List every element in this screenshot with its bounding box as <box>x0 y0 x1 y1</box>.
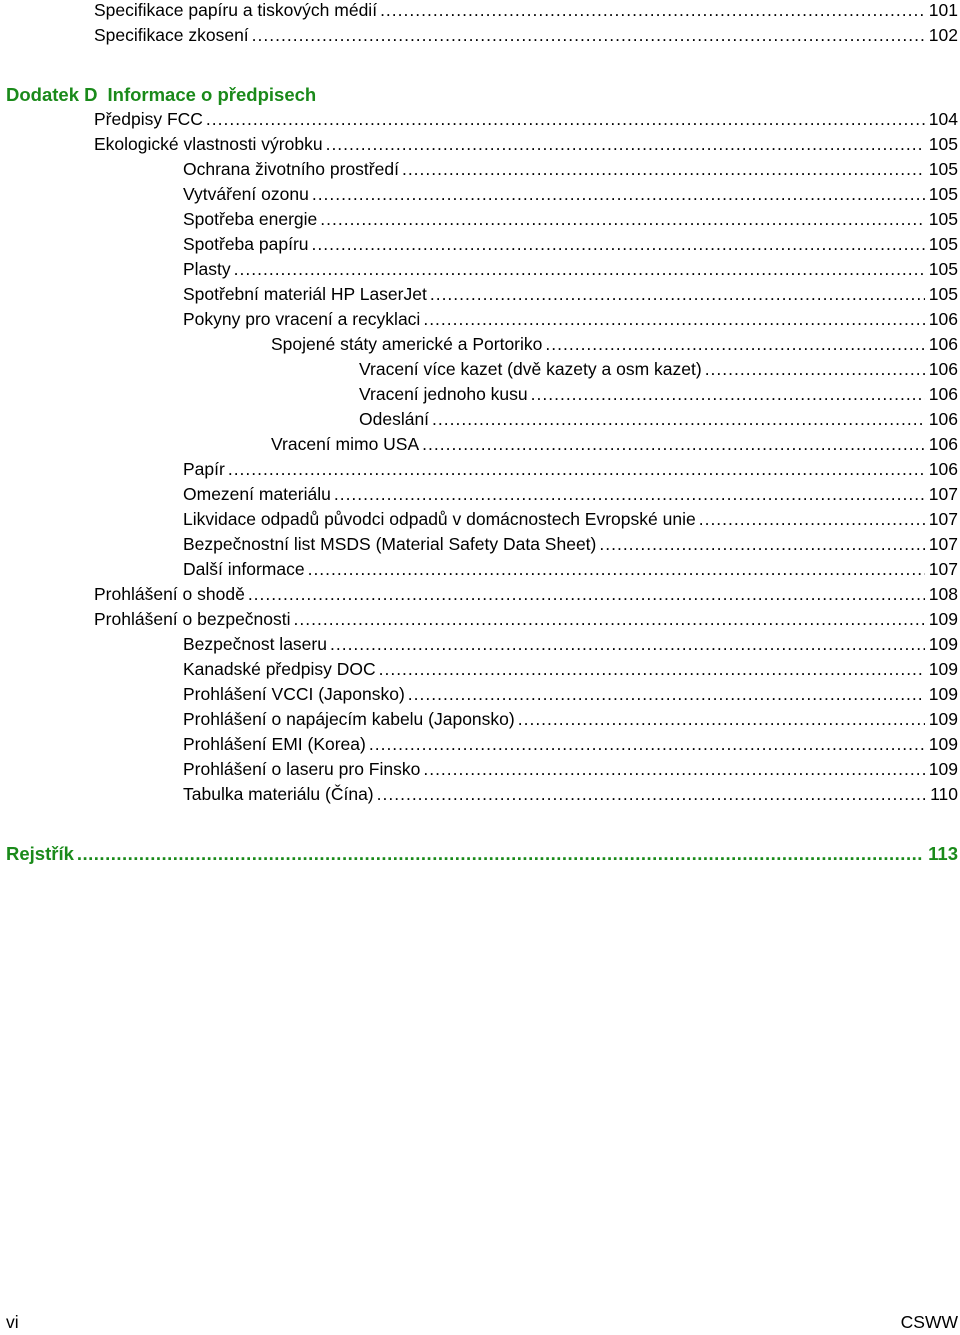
toc-entry-title: Tabulka materiálu (Čína) <box>183 784 374 804</box>
dot-leader <box>423 757 924 782</box>
toc-entry[interactable] <box>183 532 958 557</box>
toc-entry-title: Spotřeba papíru <box>183 234 309 254</box>
toc-entry-title: Vracení jednoho kusu <box>359 384 528 404</box>
toc-entry[interactable] <box>359 407 958 432</box>
toc-entry-page: 105 <box>928 234 958 254</box>
toc-entry-title: Papír <box>183 459 225 479</box>
toc-entry-page: 105 <box>928 259 958 279</box>
toc-entry[interactable] <box>183 157 958 182</box>
dot-leader <box>377 782 926 807</box>
toc-entry[interactable] <box>183 182 958 207</box>
toc-entry-title: Specifikace zkosení <box>94 25 249 45</box>
toc-entry[interactable] <box>183 207 958 232</box>
toc-entry-title: Plasty <box>183 259 231 279</box>
dot-leader <box>77 841 924 866</box>
toc-entry-page: 109 <box>928 734 958 754</box>
toc-entry-title: Prohlášení o bezpečnosti <box>94 609 291 629</box>
toc-entry[interactable] <box>94 582 958 607</box>
toc-entry-page: 107 <box>928 559 958 579</box>
toc-entry-page: 106 <box>928 359 958 379</box>
toc-entry[interactable] <box>183 657 958 682</box>
toc-entry-page: 102 <box>928 25 958 45</box>
dot-leader <box>326 132 925 157</box>
toc-entry-title: Odeslání <box>359 409 430 429</box>
toc-entry-title: Spotřební materiál HP LaserJet <box>183 284 427 304</box>
appendix-heading[interactable] <box>6 82 316 107</box>
toc-entry[interactable] <box>183 632 958 657</box>
toc-entry-title: Spotřeba energie <box>183 209 318 229</box>
toc-entry[interactable] <box>183 682 958 707</box>
toc-entry-title: Prohlášení o napájecím kabelu (Japonsko) <box>183 709 515 729</box>
toc-entry-page: 106 <box>928 409 958 429</box>
dot-leader <box>599 532 924 557</box>
toc-entry[interactable] <box>183 757 958 782</box>
toc-entry-page: 110 <box>930 784 958 804</box>
index-page: 113 <box>928 843 958 864</box>
dot-leader <box>705 357 925 382</box>
toc-entry-title: Vracení mimo USA <box>271 434 420 454</box>
dot-leader <box>308 557 925 582</box>
toc-entry[interactable] <box>183 482 958 507</box>
toc-entry-page: 105 <box>928 159 958 179</box>
dot-leader <box>228 457 925 482</box>
dot-leader <box>294 607 925 632</box>
toc-entry[interactable] <box>183 307 958 332</box>
toc-entry-title: Pokyny pro vracení a recyklaci <box>183 309 421 329</box>
toc-entry-title: Prohlášení o shodě <box>94 584 245 604</box>
toc-entry-page: 107 <box>928 509 958 529</box>
toc-entry[interactable] <box>94 107 958 132</box>
toc-entry-title: Vytváření ozonu <box>183 184 309 204</box>
toc-entry-page: 105 <box>928 134 958 154</box>
toc-entry-title: Ekologické vlastnosti výrobku <box>94 134 323 154</box>
toc-entry-title: Vracení více kazet (dvě kazety a osm kazet) <box>359 359 702 379</box>
toc-entry[interactable] <box>271 332 958 357</box>
dot-leader <box>252 23 925 48</box>
dot-leader <box>334 482 925 507</box>
dot-leader <box>206 107 925 132</box>
toc-entry[interactable] <box>183 457 958 482</box>
toc-entry-page: 106 <box>928 309 958 329</box>
toc-entry[interactable] <box>271 432 958 457</box>
dot-leader <box>330 632 925 657</box>
dot-leader <box>430 282 925 307</box>
toc-entry-title: Prohlášení VCCI (Japonsko) <box>183 684 405 704</box>
dot-leader <box>423 307 924 332</box>
toc-entry[interactable] <box>183 257 958 282</box>
toc-entry-page: 106 <box>928 434 958 454</box>
toc-entry-title: Specifikace papíru a tiskových médií <box>94 0 378 20</box>
dot-leader <box>248 582 925 607</box>
appendix-title: Informace o předpisech <box>107 84 317 105</box>
dot-leader <box>432 407 925 432</box>
toc-entry-title: Ochrana životního prostředí <box>183 159 399 179</box>
toc-entry[interactable] <box>94 0 958 23</box>
dot-leader <box>545 332 924 357</box>
toc-entry-page: 109 <box>928 759 958 779</box>
toc-entry-title: Předpisy FCC <box>94 109 203 129</box>
index-title: Rejstřík <box>6 843 74 864</box>
footer-code: CSWW <box>900 1312 958 1332</box>
toc-entry-title: Bezpečnost laseru <box>183 634 327 654</box>
toc-entry[interactable] <box>183 782 958 807</box>
toc-entry[interactable] <box>183 232 958 257</box>
footer-page-number: vi <box>6 1312 19 1332</box>
toc-entry[interactable] <box>183 557 958 582</box>
dot-leader <box>402 157 925 182</box>
toc-entry-page: 101 <box>928 0 958 20</box>
toc-entry-page: 105 <box>928 184 958 204</box>
toc-entry[interactable] <box>183 707 958 732</box>
toc-entry[interactable] <box>94 23 958 48</box>
toc-entry-page: 106 <box>928 334 958 354</box>
toc-entry-title: Omezení materiálu <box>183 484 331 504</box>
dot-leader <box>408 682 925 707</box>
dot-leader <box>312 232 925 257</box>
dot-leader <box>312 182 925 207</box>
dot-leader <box>234 257 925 282</box>
dot-leader <box>518 707 925 732</box>
toc-entry-title: Prohlášení o laseru pro Finsko <box>183 759 421 779</box>
toc-entry[interactable] <box>359 382 958 407</box>
toc-entry[interactable] <box>359 357 958 382</box>
dot-leader <box>422 432 925 457</box>
toc-entry[interactable] <box>94 132 958 157</box>
toc-entry[interactable] <box>94 607 958 632</box>
toc-entry-page: 109 <box>928 659 958 679</box>
dot-leader <box>369 732 925 757</box>
toc-entry-title: Bezpečnostní list MSDS (Material Safety Data Sheet) <box>183 534 597 554</box>
dot-leader <box>699 507 925 532</box>
toc-entry-title: Likvidace odpadů původci odpadů v domácnostech Evropské unie <box>183 509 696 529</box>
toc-entry-page: 109 <box>928 709 958 729</box>
toc-entry-page: 105 <box>928 284 958 304</box>
toc-entry[interactable] <box>183 282 958 307</box>
toc-entry-page: 106 <box>928 459 958 479</box>
dot-leader <box>379 657 925 682</box>
toc-entry-title: Spojené státy americké a Portoriko <box>271 334 543 354</box>
toc-entry-page: 107 <box>928 484 958 504</box>
dot-leader <box>320 207 925 232</box>
toc-entry-title: Další informace <box>183 559 305 579</box>
toc-entry[interactable] <box>183 732 958 757</box>
toc-entry-page: 106 <box>928 384 958 404</box>
toc-entry-page: 109 <box>928 634 958 654</box>
toc-entry-page: 108 <box>928 584 958 604</box>
toc-entry-page: 109 <box>928 684 958 704</box>
toc-entry[interactable] <box>183 507 958 532</box>
dot-leader <box>531 382 925 407</box>
appendix-label: Dodatek D <box>6 84 98 105</box>
toc-entry-page: 104 <box>928 109 958 129</box>
dot-leader <box>380 0 925 23</box>
toc-entry-title: Prohlášení EMI (Korea) <box>183 734 366 754</box>
toc-entry-page: 107 <box>928 534 958 554</box>
toc-entry-page: 105 <box>928 209 958 229</box>
toc-entry-title: Kanadské předpisy DOC <box>183 659 376 679</box>
index-entry[interactable] <box>6 841 958 866</box>
toc-entry-page: 109 <box>928 609 958 629</box>
